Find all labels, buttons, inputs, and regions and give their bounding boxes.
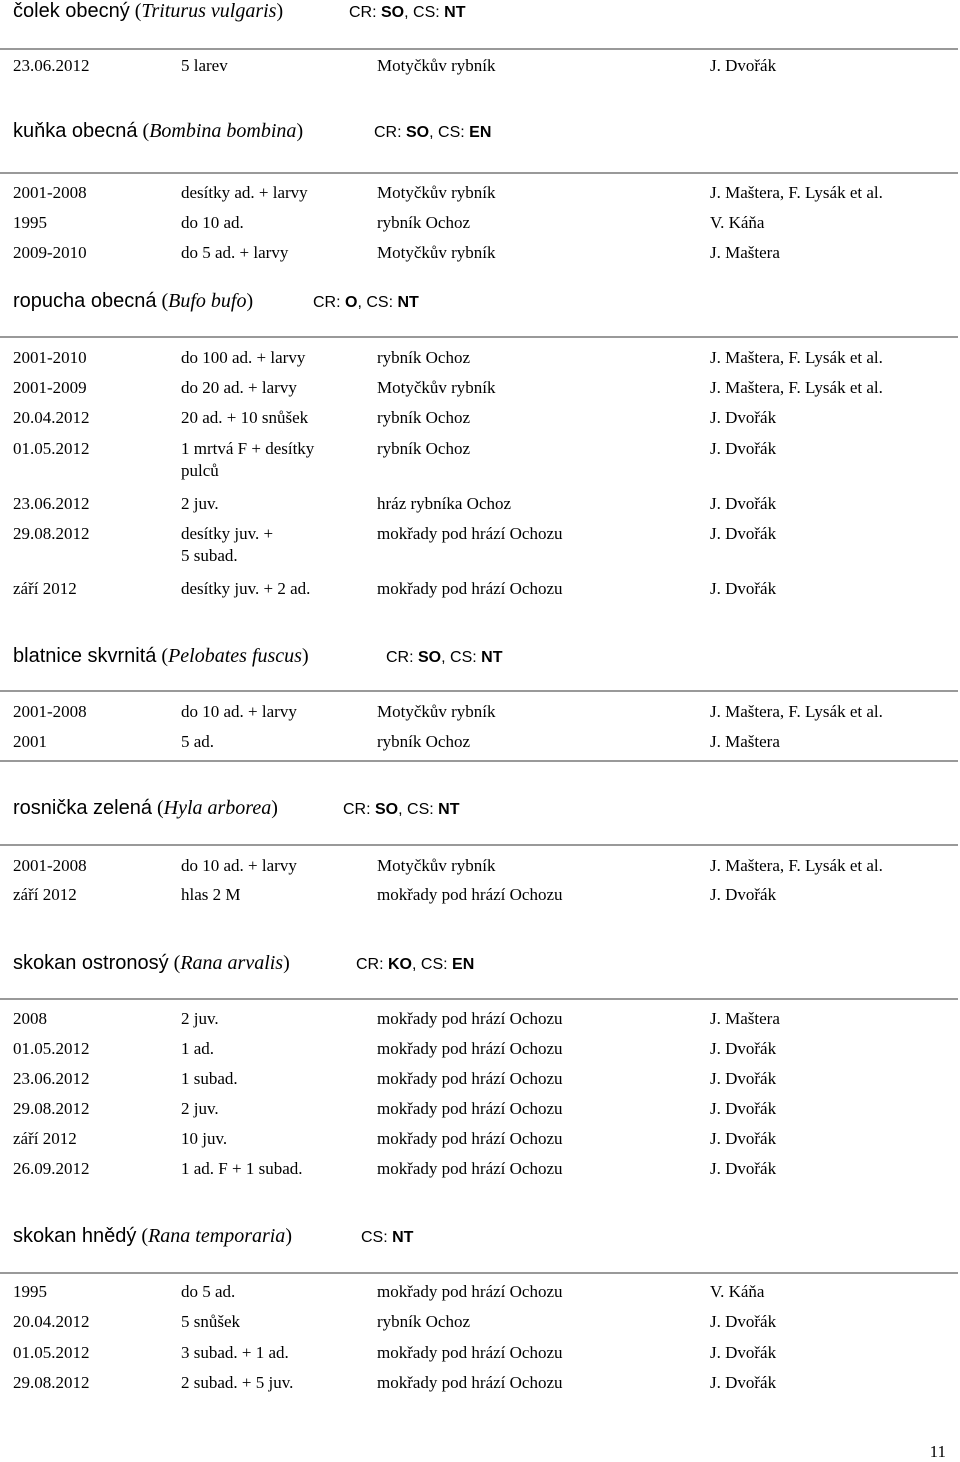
record-locality: Motyčkův rybník [377,183,496,202]
record-observer: J. Maštera [710,243,780,262]
record-observer: J. Dvořák [710,1312,777,1331]
species-latin-name: Hyla arborea [163,797,272,819]
record-date: 2001-2008 [13,183,87,202]
record-date: 2001-2008 [13,702,87,721]
record-locality: mokřady pod hrází Ochozu [377,1343,563,1362]
status-cs-value: EN [452,956,475,973]
record-observer: J. Dvořák [710,1373,777,1392]
record-locality: mokřady pod hrází Ochozu [377,1069,563,1088]
status-mid: CS: [361,1229,393,1246]
record-count: 2 subad. + 5 juv. [181,1373,294,1392]
species-latin-name: Triturus vulgaris [141,0,277,22]
species-heading [13,952,475,982]
record-observer: J. Dvořák [710,1159,777,1178]
record-count: do 10 ad. + larvy [181,702,297,721]
record-date: 23.06.2012 [13,56,90,75]
record-date: 29.08.2012 [13,524,90,543]
record-count: desítky juv. + 5 subad. [181,524,274,565]
record-observer: J. Maštera, F. Lysák et al. [710,856,883,875]
record-locality: Motyčkův rybník [377,856,496,875]
record-count: 1 subad. [181,1069,238,1088]
record-date: 01.05.2012 [13,439,90,458]
status-cr-value: O [345,294,358,311]
status-cr-value: SO [375,801,399,818]
record-locality: rybník Ochoz [377,348,471,367]
status-cs-value: NT [444,4,466,21]
record-locality: mokřady pod hrází Ochozu [377,524,563,543]
species-heading [13,1225,414,1255]
paren-close: ) [271,797,278,819]
paren-open: ( [168,952,181,974]
record-observer: J. Maštera [710,1009,780,1028]
species-latin-name: Bufo bufo [168,290,247,312]
species-czech-name: čolek obecný [13,0,130,22]
species-czech-name: rosnička zelená [13,797,152,819]
record-locality: rybník Ochoz [377,408,471,427]
species-czech-name: blatnice skvrnitá [13,645,157,667]
record-date: 26.09.2012 [13,1159,90,1178]
record-count: hlas 2 M [181,885,241,904]
divider [0,1272,958,1274]
record-observer: J. Maštera, F. Lysák et al. [710,348,883,367]
status-cs-value: EN [469,124,492,141]
record-locality: mokřady pod hrází Ochozu [377,1009,563,1028]
record-observer: J. Dvořák [710,1069,777,1088]
record-locality: mokřady pod hrází Ochozu [377,885,563,904]
record-observer: J. Maštera, F. Lysák et al. [710,378,883,397]
record-observer: J. Dvořák [710,1099,777,1118]
record-count: 2 juv. [181,494,219,513]
record-observer: J. Dvořák [710,1039,777,1058]
record-locality: Motyčkův rybník [377,378,496,397]
paren-close: ) [301,645,309,667]
paren-close: ) [296,120,304,142]
record-locality: Motyčkův rybník [377,702,496,721]
record-date: 01.05.2012 [13,1039,90,1058]
record-count: desítky juv. + 2 ad. [181,579,311,598]
record-date: 20.04.2012 [13,408,90,427]
status-mid: , CS: [404,4,445,21]
species-czech-name: ropucha obecná [13,290,157,312]
species-heading [13,0,466,30]
record-locality: mokřady pod hrází Ochozu [377,1039,563,1058]
record-date: 2008 [13,1009,47,1028]
record-observer: J. Maštera, F. Lysák et al. [710,183,883,202]
protection-status [361,1229,413,1247]
page-number: 11 [929,1442,946,1461]
species-czech-name: skokan hnědý [13,1225,137,1247]
species-czech-name: kuňka obecná [13,120,138,142]
record-date: 2009-2010 [13,243,87,262]
record-locality: Motyčkův rybník [377,243,496,262]
record-date: 1995 [13,213,47,232]
record-observer: J. Dvořák [710,56,777,75]
paren-close: ) [276,0,284,22]
record-locality: mokřady pod hrází Ochozu [377,1373,563,1392]
species-latin-name: Pelobates fuscus [168,645,302,667]
paren-open: ( [156,290,169,312]
record-observer: V. Káňa [710,1282,765,1301]
record-date: září 2012 [13,579,77,598]
status-mid: , CS: [398,801,439,818]
record-count: 1 ad. [181,1039,215,1058]
protection-status [349,4,465,22]
record-count: 2 juv. [181,1009,219,1028]
record-locality: Motyčkův rybník [377,56,496,75]
divider [0,336,958,338]
record-observer: J. Maštera [710,732,780,751]
divider [0,690,958,692]
paren-close: ) [283,952,290,974]
record-observer: J. Dvořák [710,408,777,427]
status-mid: , CS: [412,956,453,973]
record-count: 3 subad. + 1 ad. [181,1343,289,1362]
record-count: do 20 ad. + larvy [181,378,297,397]
species-heading [13,645,503,675]
status-cr-value: SO [418,649,442,666]
paren-open: ( [129,0,142,22]
record-date: září 2012 [13,1129,77,1148]
record-locality: mokřady pod hrází Ochozu [377,579,563,598]
divider [0,844,958,846]
record-observer: J. Dvořák [710,1343,777,1362]
status-prefix: CR: [374,124,406,141]
paren-close: ) [285,1225,292,1247]
record-observer: J. Dvořák [710,579,777,598]
species-heading [13,290,419,320]
status-prefix: CR: [313,294,345,311]
record-count: 1 mrtvá F + desítky pulců [181,439,315,480]
status-prefix: CR: [356,956,388,973]
record-observer: J. Dvořák [710,439,777,458]
record-date: 23.06.2012 [13,1069,90,1088]
status-mid: , CS: [441,649,482,666]
record-observer: J. Dvořák [710,494,777,513]
status-cs-value: NT [481,649,503,666]
record-date: září 2012 [13,885,77,904]
status-cr-value: SO [406,124,430,141]
status-cs-value: NT [397,294,419,311]
record-count: 10 juv. [181,1129,228,1148]
record-locality: rybník Ochoz [377,213,471,232]
status-mid: , CS: [429,124,470,141]
record-observer: V. Káňa [710,213,765,232]
paren-open: ( [137,120,150,142]
record-locality: mokřady pod hrází Ochozu [377,1099,563,1118]
divider [0,760,958,762]
paren-open: ( [136,1225,149,1247]
record-count: 20 ad. + 10 snůšek [181,408,309,427]
record-locality: mokřady pod hrází Ochozu [377,1282,563,1301]
status-prefix: CR: [349,4,381,21]
record-date: 2001-2009 [13,378,87,397]
record-locality: rybník Ochoz [377,1312,471,1331]
protection-status [313,294,419,312]
record-locality: rybník Ochoz [377,732,471,751]
protection-status [343,801,459,819]
status-cs-value: NT [392,1229,414,1246]
record-count: 2 juv. [181,1099,219,1118]
divider [0,48,958,50]
status-cs-value: NT [438,801,460,818]
record-date: 01.05.2012 [13,1343,90,1362]
species-latin-name: Rana arvalis [180,952,284,974]
status-mid: , CS: [357,294,398,311]
record-locality: mokřady pod hrází Ochozu [377,1159,563,1178]
status-prefix: CR: [386,649,418,666]
protection-status [374,124,491,142]
species-heading [13,120,492,150]
record-count: do 5 ad. [181,1282,236,1301]
species-latin-name: Bombina bombina [149,120,297,142]
protection-status [356,956,474,974]
record-locality: rybník Ochoz [377,439,471,458]
record-count: do 10 ad. + larvy [181,856,297,875]
record-count: 5 snůšek [181,1312,241,1331]
paren-open: ( [156,645,169,667]
protection-status [386,649,502,667]
status-cr-value: KO [388,956,412,973]
record-date: 2001-2010 [13,348,87,367]
record-locality: hráz rybníka Ochoz [377,494,512,513]
divider [0,172,958,174]
record-count: 5 larev [181,56,228,75]
record-count: 1 ad. F + 1 subad. [181,1159,303,1178]
record-count: do 10 ad. [181,213,244,232]
paren-close: ) [246,290,254,312]
record-observer: J. Maštera, F. Lysák et al. [710,702,883,721]
record-date: 2001 [13,732,47,751]
record-date: 20.04.2012 [13,1312,90,1331]
record-count: 5 ad. [181,732,215,751]
record-count: desítky ad. + larvy [181,183,308,202]
species-heading [13,797,460,827]
record-date: 2001-2008 [13,856,87,875]
record-date: 29.08.2012 [13,1373,90,1392]
status-cr-value: SO [381,4,405,21]
record-observer: J. Dvořák [710,524,777,543]
record-locality: mokřady pod hrází Ochozu [377,1129,563,1148]
record-date: 23.06.2012 [13,494,90,513]
status-prefix: CR: [343,801,375,818]
record-count: do 5 ad. + larvy [181,243,289,262]
species-czech-name: skokan ostronosý [13,952,169,974]
record-date: 29.08.2012 [13,1099,90,1118]
record-observer: J. Dvořák [710,885,777,904]
record-observer: J. Dvořák [710,1129,777,1148]
record-date: 1995 [13,1282,47,1301]
record-count: do 100 ad. + larvy [181,348,306,367]
species-latin-name: Rana temporaria [148,1225,286,1247]
divider [0,998,958,1000]
paren-open: ( [151,797,164,819]
